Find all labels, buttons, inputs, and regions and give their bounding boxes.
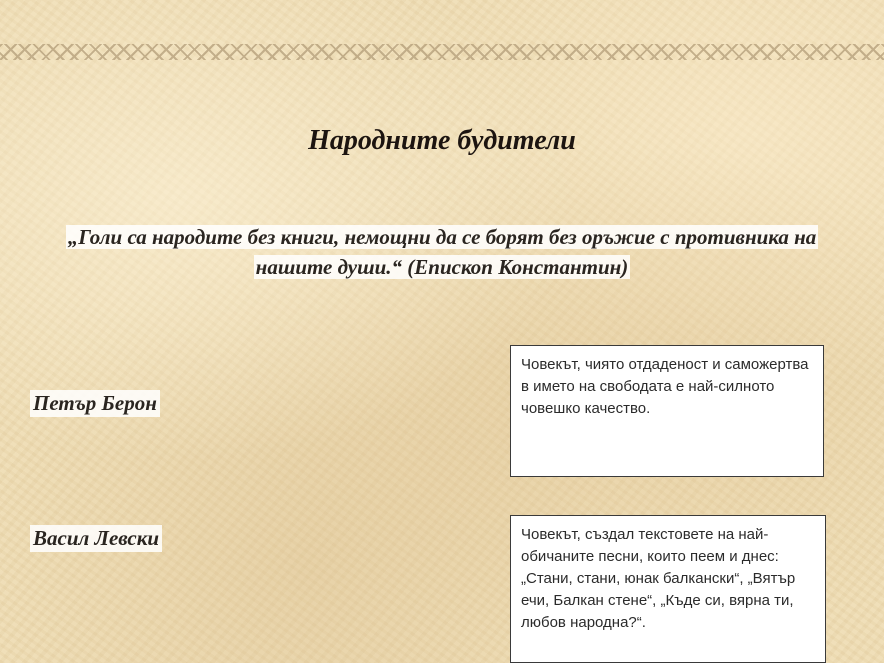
page-title: Народните будители <box>308 125 576 156</box>
decorative-border <box>0 44 884 60</box>
quote-text: „Голи са народите без книги, немощни да се борят без оръжие с противника на нашите души.“ (Епископ Константин) <box>67 225 817 279</box>
name-label-vasil-levski[interactable]: Васил Левски <box>30 525 162 552</box>
quote <box>60 222 824 282</box>
description-box-2[interactable]: Човекът, създал текстовете на най-обичаните песни, които пеем и днес: „Стани, стани, юнак балкански“, „Вятър ечи, Балкан стене“, „Къде си, вярна ти, любов народна?“. <box>510 515 826 663</box>
name-label-peter-beron[interactable]: Петър Берон <box>30 390 160 417</box>
description-box-1[interactable]: Човекът, чиято отдаденост и саможертва в името на свободата е най-силното човешко качество. <box>510 345 824 477</box>
